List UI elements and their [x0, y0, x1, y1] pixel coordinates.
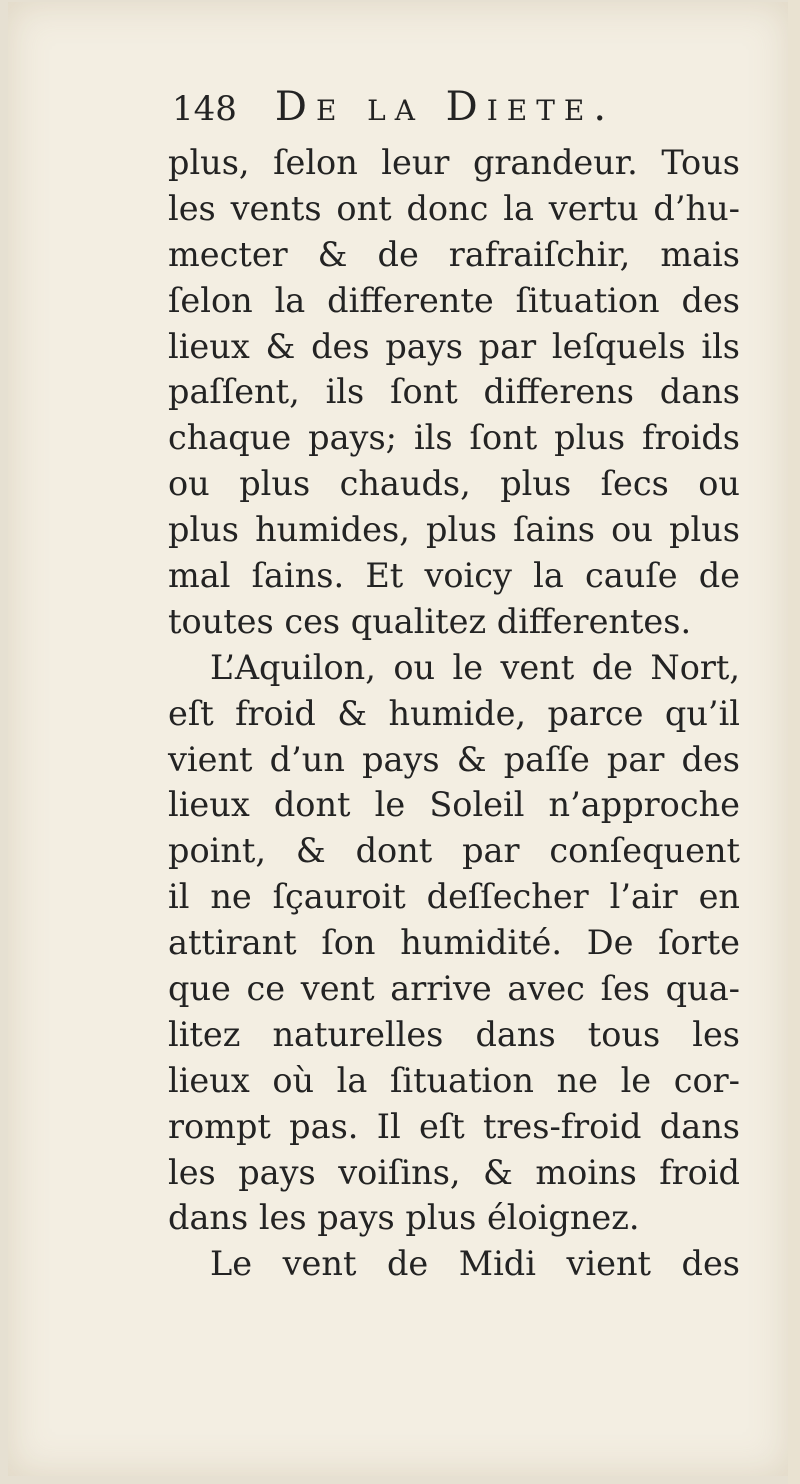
text-line: lieux & des pays par leſquels ils [168, 326, 740, 366]
text-line: attirant ſon humidité. De ſorte [168, 923, 740, 963]
text-line: point, & dont par conſequent [168, 831, 740, 871]
text-line: que ce vent arrive avec ſes qua- [168, 969, 740, 1009]
text-line: mal ſains. Et voicy la cauſe de [168, 556, 740, 596]
text-line: plus humides, plus ſains ou plus [168, 510, 740, 550]
text-line: rompt pas. Il eſt tres-froid dans [168, 1106, 740, 1146]
text-line: ou plus chauds, plus ſecs ou [168, 464, 740, 504]
text-line: les vents ont donc la vertu d’hu- [168, 188, 740, 228]
text-line: paſſent, ils ſont differens dans [168, 372, 740, 412]
text-line: lieux dont le Soleil n’approche [168, 785, 740, 825]
text-line: Le vent de Midi vient des [210, 1244, 740, 1284]
text-line: eſt froid & humide, parce qu’il [168, 693, 740, 733]
body-text [168, 140, 740, 1287]
text-line: vient d’un pays & paſſe par des [168, 739, 740, 779]
text-line: lieux où la ſituation ne le cor- [168, 1060, 740, 1100]
text-line: plus, ſelon leur grandeur. Tous [168, 143, 740, 182]
running-title: De la Diete. [274, 84, 616, 130]
page-edge [788, 0, 800, 1484]
text-line: litez naturelles dans tous les [168, 1014, 740, 1054]
text-line: toutes ces qualitez differentes. [168, 601, 692, 641]
text-line: les pays voiſins, & moins froid [168, 1152, 740, 1192]
page-header [172, 84, 732, 132]
text-line: dans les pays plus éloignez. [168, 1198, 640, 1238]
text-line: mecter & de rafraiſchir, mais [168, 234, 740, 274]
page-number: 148 [172, 89, 237, 129]
text-line: chaque pays; ils ſont plus froids [168, 418, 740, 458]
text-line: ſelon la differente ſituation des [168, 280, 740, 320]
text-line: L’Aquilon, ou le vent de Nort, [210, 647, 740, 687]
text-line: il ne ſçauroit deſſecher l’air en [168, 877, 740, 917]
